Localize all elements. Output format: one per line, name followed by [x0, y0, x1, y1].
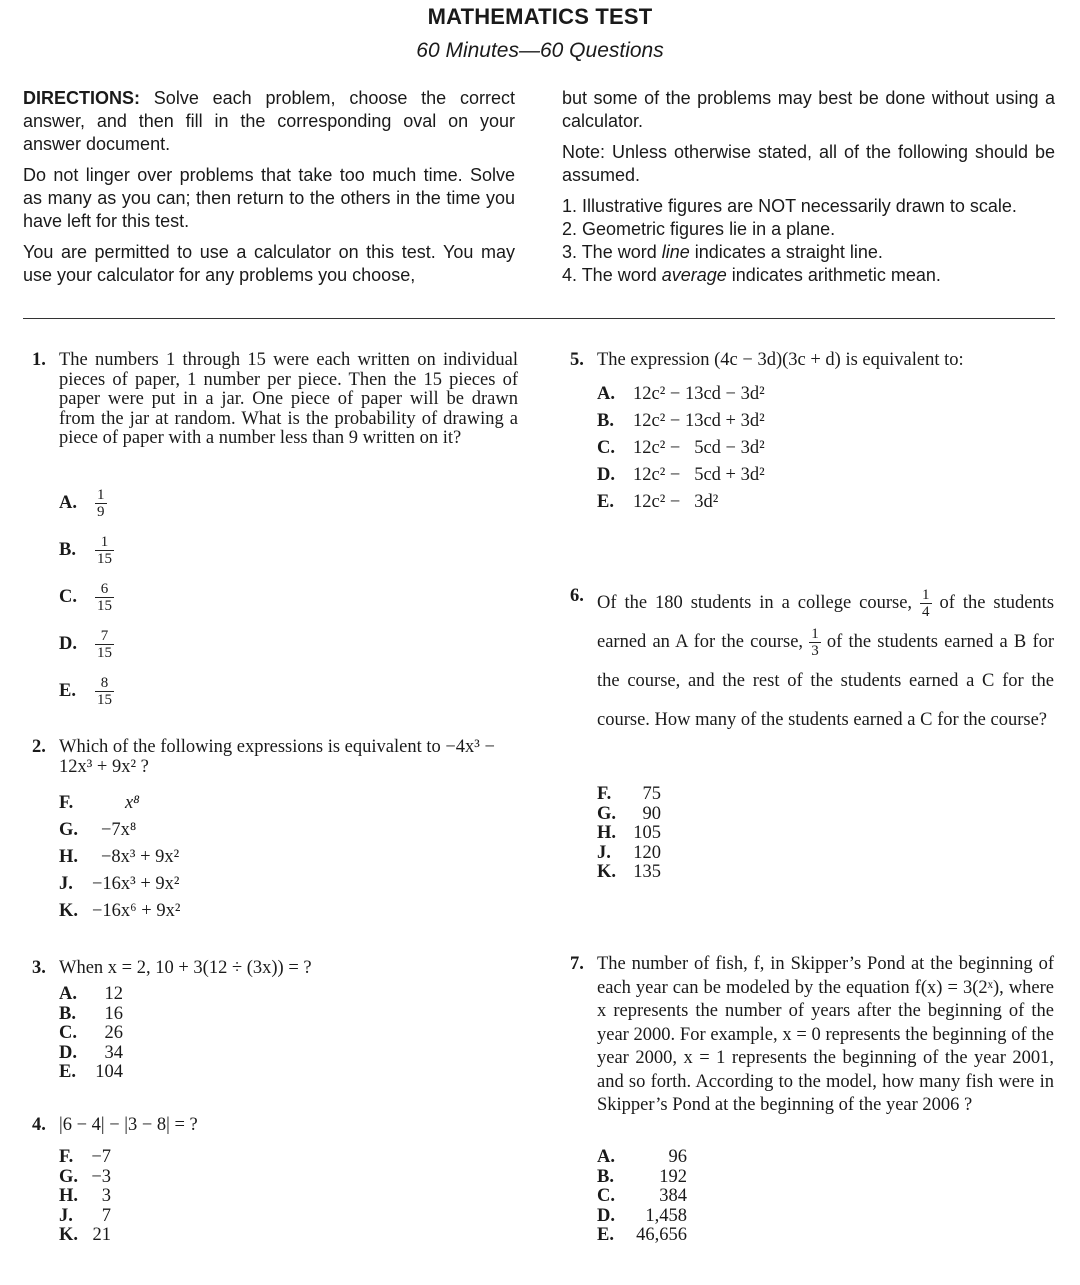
answer-choices [597, 385, 765, 520]
page-title: MATHEMATICS TEST [427, 4, 653, 29]
directions-note: Note: Unless otherwise stated, all of the following should be assumed. [562, 142, 1055, 185]
answer-choice-b[interactable]: B. $\frac{1}{15}$ [59, 534, 112, 567]
answer-choice-j[interactable]: J. 7 [59, 1205, 111, 1226]
question-number: 6. [570, 586, 584, 606]
answer-choice-f[interactable]: F. 75 [597, 784, 661, 804]
fraction: $\frac{6}{15}$ [97, 581, 112, 614]
directions-paragraph-3-start: You are permitted to use a calculator on this test. You may use your calculator for any problems you choose, [23, 242, 515, 285]
answer-choice-a[interactable]: A. 12 [59, 984, 123, 1004]
answer-choices [59, 487, 114, 722]
answer-choice-e[interactable]: E. 12c² − 3d² [597, 492, 719, 512]
answer-choice-b[interactable]: B. 192 [597, 1166, 687, 1187]
fraction: $\frac{1}{3}$ [811, 626, 819, 660]
fraction: $\frac{7}{15}$ [97, 628, 112, 661]
answer-choice-g[interactable]: G. 90 [597, 803, 661, 824]
answer-choice-e[interactable]: E. 104 [59, 1062, 123, 1082]
fraction: $\frac{1}{9}$ [97, 487, 105, 520]
page-subtitle: 60 Minutes—60 Questions [416, 39, 664, 62]
answer-choice-c[interactable]: C. 26 [59, 1023, 123, 1043]
assumptions-list [562, 195, 1055, 287]
answer-choices [59, 1148, 111, 1246]
answer-choice-f[interactable]: F. −7 [59, 1147, 111, 1167]
question-number: 5. [570, 350, 584, 370]
answer-choice-d[interactable]: D. 1,458 [597, 1205, 687, 1226]
question-text: |6 − 4| − |3 − 8| = ? [59, 1115, 198, 1135]
directions-paragraph-1 [23, 87, 515, 156]
question-number: 7. [570, 954, 584, 974]
question-text: Which of the following expressions is equivalent to −4x³ − 12x³ + 9x² ? [59, 737, 495, 777]
answer-choice-e[interactable]: E. $\frac{8}{15}$ [59, 675, 112, 708]
answer-choices [59, 985, 123, 1083]
directions-right-column [562, 87, 1055, 287]
assumption-item: 3. The word line indicates a straight line. [562, 242, 883, 262]
assumption-item: 1. Illustrative figures are NOT necessarily drawn to scale. [562, 196, 1017, 216]
answer-choice-d[interactable]: D. 34 [59, 1042, 123, 1063]
answer-choice-c[interactable]: C. 384 [597, 1186, 687, 1206]
question-text: The numbers 1 through 15 were each written on individual pieces of paper, 1 number per piece. Then the 15 pieces of paper were put in a jar. One piece of paper will be drawn from the jar at random. What is the probability of drawing a piece of paper with a number less than 9 written on it? [59, 350, 518, 448]
question-number: 2. [32, 737, 46, 757]
answer-choice-k[interactable]: K. 135 [597, 862, 661, 882]
directions-paragraph-2: Do not linger over problems that take too much time. Solve as many as you can; then return to the others in the time you have left for this test. [23, 165, 515, 231]
directions-text-1: Solve each problem, choose the correct answer, and then fill in the corresponding oval on your answer document. [23, 88, 515, 154]
question-text: Of the 180 students in a college course, $\frac{1}{4}$ of the students earned an A for the course, $\frac{1}{3}$ of the students earned a B for the course, and the rest of the students earned a C for the course. How many of the students earned a C for the course? [597, 587, 1055, 730]
answer-choice-h[interactable]: H. −8x³ + 9x² [59, 847, 180, 867]
directions-paragraph-3-end: but some of the problems may best be done without using a calculator. [562, 88, 1055, 131]
answer-choice-f[interactable]: F. x⁸ [59, 793, 140, 813]
answer-choice-k[interactable]: K. 21 [59, 1225, 111, 1245]
directions-label: DIRECTIONS: [23, 88, 140, 108]
answer-choice-a[interactable]: A. $\frac{1}{9}$ [59, 487, 105, 520]
answer-choice-a[interactable]: A. 96 [597, 1147, 687, 1167]
answer-choices [597, 1148, 687, 1246]
answer-choice-g[interactable]: G. −3 [59, 1166, 111, 1187]
question-number: 1. [32, 350, 46, 370]
question-number: 4. [32, 1115, 46, 1135]
answer-choice-c[interactable]: C. 12c² − 5cd − 3d² [597, 438, 765, 458]
fraction: $\frac{1}{4}$ [922, 587, 930, 621]
answer-choice-a[interactable]: A. 12c² − 13cd − 3d² [597, 384, 765, 404]
section-divider [23, 318, 1055, 319]
answer-choice-h[interactable]: H. 105 [597, 823, 661, 843]
fraction: $\frac{8}{15}$ [97, 675, 112, 708]
assumption-item: 4. The word average indicates arithmetic mean. [562, 265, 941, 285]
fraction: $\frac{1}{15}$ [97, 534, 112, 567]
answer-choice-j[interactable]: J. −16x³ + 9x² [59, 874, 180, 894]
answer-choice-c[interactable]: C. $\frac{6}{15}$ [59, 581, 112, 614]
answer-choice-b[interactable]: B. 16 [59, 1003, 123, 1024]
question-number: 3. [32, 958, 46, 978]
question-text: The expression (4c − 3d)(3c + d) is equivalent to: [597, 350, 964, 370]
answer-choice-j[interactable]: J. 120 [597, 842, 661, 863]
assumption-item: 2. Geometric figures lie in a plane. [562, 219, 836, 239]
answer-choice-d[interactable]: D. 12c² − 5cd + 3d² [597, 465, 765, 485]
answer-choices [597, 785, 661, 883]
test-header [0, 0, 1080, 66]
answer-choice-e[interactable]: E. 46,656 [597, 1225, 687, 1245]
answer-choices [59, 794, 180, 929]
answer-choice-b[interactable]: B. 12c² − 13cd + 3d² [597, 411, 765, 431]
answer-choice-k[interactable]: K. −16x⁶ + 9x² [59, 901, 181, 921]
question-text: The number of fish, f, in Skipper’s Pond at the beginning of each year can be modeled by the equation f(x) = 3(2ˣ), where x represents the number of years after the beginning of the year 2000. For example, x = 0 represents the beginning of the year 2000, x = 1 represents the beginning of the year 2001, and so forth. According to the model, how many fish were in Skipper’s Pond at the beginning of the year 2006 ? [597, 954, 1054, 1115]
answer-choice-h[interactable]: H. 3 [59, 1186, 111, 1206]
question-text: When x = 2, 10 + 3(12 ÷ (3x)) = ? [59, 958, 312, 978]
directions-left-column [23, 87, 515, 295]
answer-choice-g[interactable]: G. −7x⁸ [59, 820, 137, 840]
answer-choice-d[interactable]: D. $\frac{7}{15}$ [59, 628, 112, 661]
